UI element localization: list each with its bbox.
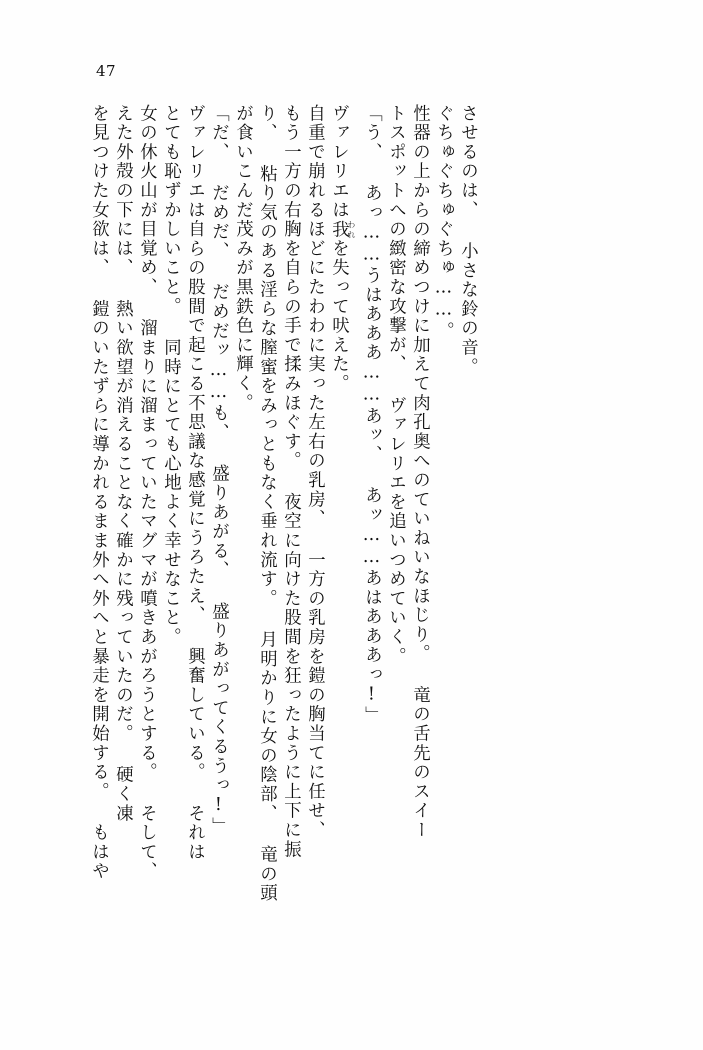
text-column: ぐちゅぐちゅぐちゅ……。 [433,104,454,341]
text-column: させるのは、 小さな鈴の音。 [457,104,478,377]
text-column: トスポットへの緻密な攻撃が、 ヴァレリエを追いつめていく。 [385,104,406,667]
ruby-ware: 我われ [328,219,356,240]
text-column: を見つけた女欲は、 鎧のいたずらに導かれるまま外へ外へと暴走を開始する。 もはや [88,104,109,882]
text-column: 性器の上からの締めつけに加えて肉孔奥へのていねいなほじり。 竜の舌先のスイー [409,104,430,840]
text-column: が食いこんだ茂みが黒鉄色に輝く。 [232,104,253,413]
vertical-text-block [89,104,629,970]
text-column: もう一方の右胸を自らの手で揉みほぐす。 夜空に向けた股間を狂ったように上下に振 [280,104,301,860]
text-column: えた外殻の下には、 熱い欲望が消えることなく確かに残っていたのだ。 硬く凍 [112,104,133,824]
text-column: り、 粘り気のある淫らな膣蜜をみっともなく垂れ流す。 月明かりに女の陰部、 竜の頭 [256,104,277,904]
text-column: 女の休火山が目覚め、 溜まりに溜まっていたマグマが噴きあがろうとする。 そして、 [136,104,157,882]
text-column: 「う、 あっ……うはあああ……あッ、 あッ……あはあああっ!」 [361,104,382,726]
text-column: 「だ、 だめだ、 だめだッ……も、 盛りあがる、 盛りあがってくるうっ!」 [208,104,229,837]
text-column: 自重で崩れるほどにたわわに実った左右の乳房、 一方の乳房を鎧の胸当てに任せ、 [304,104,325,840]
text-column: とても恥ずかしいこと。 同時にとても心地よく幸せなこと。 [160,104,181,647]
text-column: ヴァレリエは我われを失って吠えた。 [328,104,356,394]
page-number: 47 [96,62,117,80]
text-column: ヴァレリエは自らの股間で起こる不思議な感覚にうろたえ、 興奮している。 それは [184,104,205,862]
